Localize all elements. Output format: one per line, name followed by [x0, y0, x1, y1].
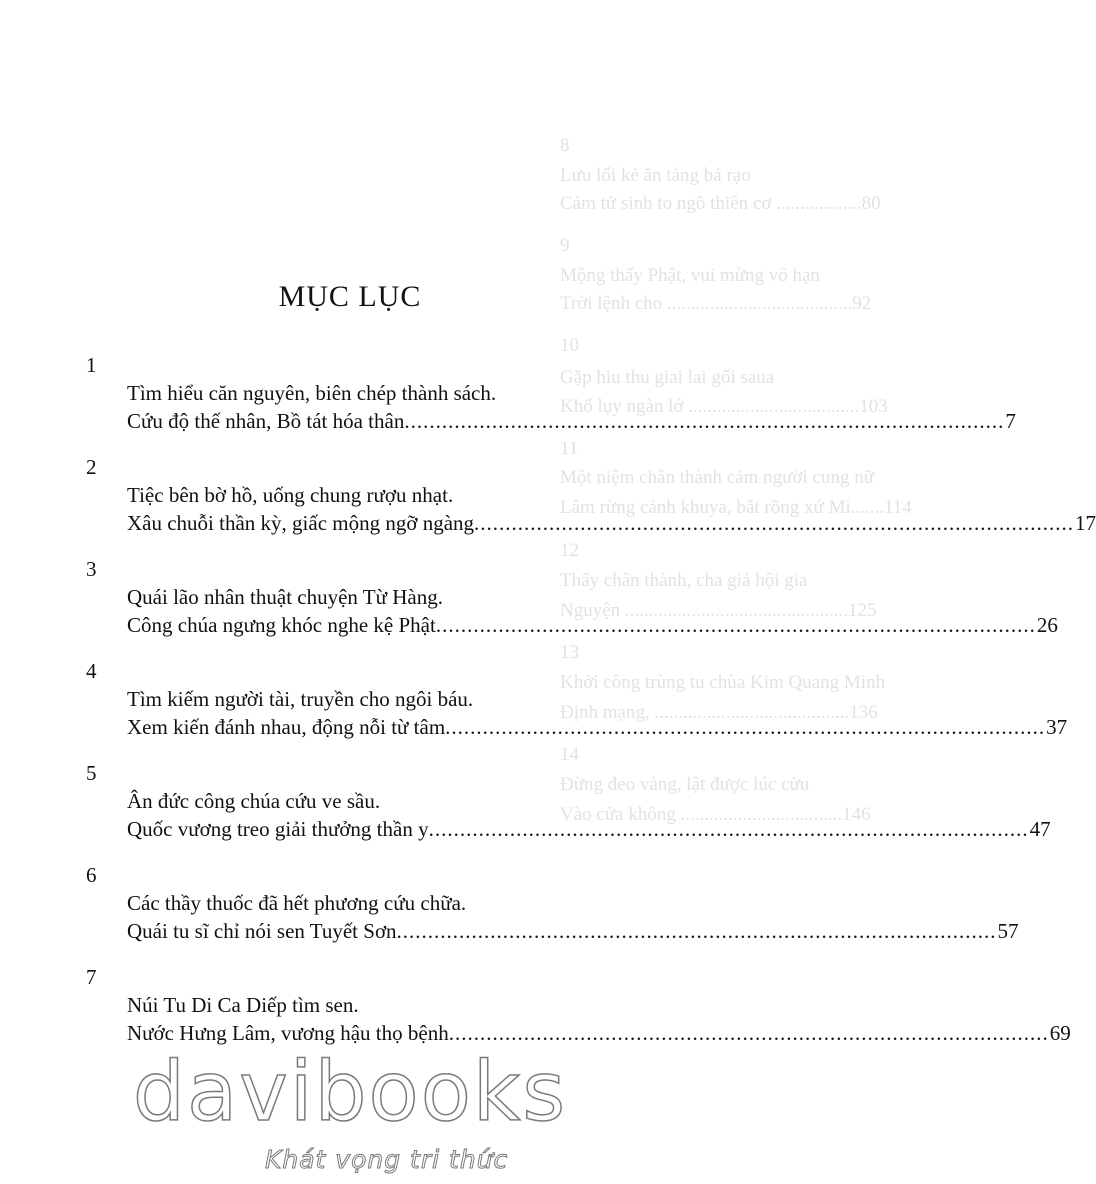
bleed-through-text: Thấy chân thành, cha giả hội gia [560, 570, 808, 591]
dot-leader [449, 1021, 1049, 1046]
bleed-through-text: Vào cửa không ..................................146 [560, 804, 871, 825]
chapter-heading-line2: Xem kiến đánh nhau, động nỗi từ tâm [127, 715, 446, 739]
bleed-through-text: Gặp hiu thu giai lai gối saua [560, 367, 775, 388]
dot-leader [397, 919, 997, 944]
watermark-logo: davibooks [132, 1045, 568, 1140]
dot-leader [445, 715, 1045, 740]
page-number: 17 [1075, 511, 1096, 535]
page-title: MỤC LỤC [278, 280, 422, 313]
dot-leader [474, 511, 1074, 536]
dot-leader [404, 409, 1004, 434]
bleed-through-text: Lâm rừng cảnh khuya, bắt rồng xứ Mi.......114 [560, 497, 912, 518]
chapter-number: 3 [86, 557, 97, 581]
page-number: 69 [1049, 1021, 1071, 1045]
bleed-through-text: 12 [560, 540, 579, 561]
bleed-through-text: 14 [560, 744, 579, 765]
page-number: 57 [997, 919, 1019, 943]
bleed-through-text: 10 [560, 335, 579, 356]
bleed-through-text: Lưu lối kẻ ăn tàng bả rạo [560, 165, 751, 186]
bleed-through-text: 9 [560, 235, 570, 256]
bleed-through-text: 11 [560, 438, 579, 459]
page-number: 7 [1005, 409, 1016, 433]
chapter-number: 7 [86, 965, 97, 989]
bleed-through-text: Khởi công trùng tu chùa Kim Quang Minh [560, 672, 886, 693]
chapter-number: 2 [86, 455, 97, 479]
bleed-through-text: Khổ lụy ngàn lớ ....................................103 [560, 396, 888, 417]
dot-leader [429, 817, 1029, 842]
bleed-through-text: Định mạng, .........................................136 [560, 702, 878, 723]
chapter-number: 4 [86, 659, 97, 683]
bleed-through-text: Trời lệnh cho .......................................92 [560, 293, 872, 314]
bleed-through-text: Mộng thấy Phật, vui mừng vô hạn [560, 265, 820, 286]
bleed-through-text: Một niệm chân thành cảm người cung nữ [560, 467, 874, 488]
chapter-number: 6 [86, 863, 97, 887]
bleed-through-text: Đừng đeo vàng, lật được lúc cửu [560, 774, 810, 795]
chapter-heading-line1: Tiệc bên bờ hồ, uống chung rượu nhạt. [127, 483, 454, 507]
chapter-heading-line1: Tìm kiếm người tài, truyền cho ngôi báu. [127, 687, 474, 711]
chapter-heading-line2: Quốc vương treo giải thưởng thần y [127, 817, 429, 841]
chapter-heading-line1: Tìm hiểu căn nguyên, biên chép thành sách. [127, 381, 497, 405]
bleed-through-text: Cảm tử sinh to ngõ thiên cơ ..................80 [560, 193, 881, 214]
chapter-heading-line2: Nước Hưng Lâm, vương hậu thọ bệnh [127, 1021, 449, 1045]
chapter-heading-line1: Quái lão nhân thuật chuyện Từ Hàng. [127, 585, 443, 609]
chapter-heading-line2: Cứu độ thế nhân, Bồ tát hóa thân [127, 409, 405, 433]
chapter-number: 1 [86, 353, 97, 377]
chapter-heading-line2: Quái tu sĩ chỉ nói sen Tuyết Sơn [127, 919, 397, 943]
chapter-heading-line2: Xâu chuỗi thần kỳ, giấc mộng ngỡ ngàng [127, 511, 475, 535]
page-number: 47 [1029, 817, 1051, 841]
page-number: 26 [1036, 613, 1058, 637]
chapter-heading-line2: Công chúa ngưng khóc nghe kệ Phật [127, 613, 436, 637]
bleed-through-text: Nguyện ...............................................125 [560, 600, 877, 621]
chapter-heading-line1: Núi Tu Di Ca Diếp tìm sen. [127, 993, 359, 1017]
dot-leader [436, 613, 1036, 638]
chapter-heading-line1: Ân đức công chúa cứu ve sầu. [127, 789, 381, 813]
page-number: 37 [1046, 715, 1068, 739]
bleed-through-text: 13 [560, 642, 579, 663]
watermark-tagline: Khát vọng tri thức [265, 1145, 509, 1174]
bleed-through-text: 8 [560, 135, 570, 156]
chapter-number: 5 [86, 761, 97, 785]
chapter-heading-line1: Các thầy thuốc đã hết phương cứu chữa. [127, 891, 467, 915]
